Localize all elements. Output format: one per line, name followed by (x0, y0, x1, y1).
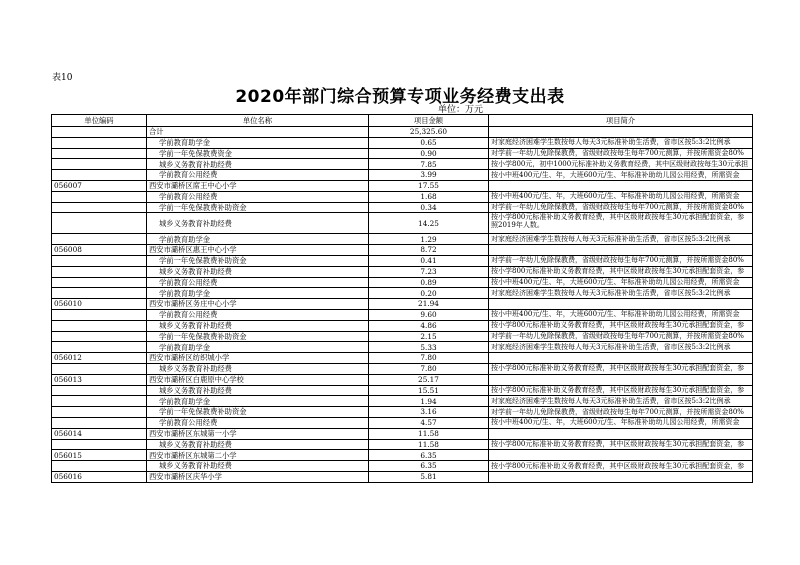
amount-cell: 5.33 (369, 342, 489, 353)
unit-name-cell: 合计 (147, 127, 369, 138)
unit-name-cell: 学前教育助学金 (147, 396, 369, 407)
amount-cell: 11.58 (369, 439, 489, 450)
table-row (52, 202, 753, 213)
table-row (52, 288, 753, 299)
unit-name-cell: 学前一年免保教费补助资金 (147, 331, 369, 342)
table-row (52, 137, 753, 148)
description-cell: 对家庭经济困难学生数按每人每天3元标准补助生活费，省市区按5:3:2比例承 (489, 288, 753, 299)
table-row (52, 277, 753, 288)
amount-cell: 0.34 (369, 202, 489, 213)
amount-cell: 5.81 (369, 471, 489, 482)
unit-name-cell: 西安市灞桥区东城第二小学 (147, 450, 369, 461)
table-row (52, 417, 753, 428)
amount-cell: 0.41 (369, 255, 489, 266)
unit-code-cell (52, 213, 147, 234)
amount-cell: 1.29 (369, 234, 489, 245)
amount-cell: 2.15 (369, 331, 489, 342)
table-row (52, 471, 753, 482)
unit-code-cell (52, 170, 147, 181)
description-cell: 对学前一年幼儿免除保教费，省级财政按每生每年700元测算，并按所需资金80% (489, 148, 753, 159)
amount-cell: 6.35 (369, 461, 489, 472)
unit-name-cell: 城乡义务教育补助经费 (147, 213, 369, 234)
header-cell-code: 单位编码 (52, 115, 147, 127)
unit-code-cell (52, 385, 147, 396)
description-cell: 对学前一年幼儿免除保教费，省级财政按每生每年700元测算，并按所需资金80% (489, 331, 753, 342)
unit-name-cell: 学前教育公用经费 (147, 170, 369, 181)
unit-code-cell (52, 288, 147, 299)
unit-code-cell: 056010 (52, 299, 147, 310)
table-row (52, 320, 753, 331)
unit-code-cell (52, 407, 147, 418)
unit-name-cell: 城乡义务教育补助经费 (147, 461, 369, 472)
description-cell: 按小学800元标准补助义务教育经费，其中区级财政按每生30元承担配套资金，参 (489, 363, 753, 374)
unit-code-cell: 056015 (52, 450, 147, 461)
unit-code-cell (52, 461, 147, 472)
unit-code-cell (52, 363, 147, 374)
description-cell: 按小学800元标准补助义务教育经费，其中区级财政按每生30元承担配套资金，参 (489, 320, 753, 331)
unit-name-cell: 学前教育公用经费 (147, 417, 369, 428)
table-row (52, 331, 753, 342)
table-row (52, 374, 753, 385)
amount-cell: 1.94 (369, 396, 489, 407)
description-cell (489, 245, 753, 256)
unit-name-cell: 学前教育助学金 (147, 137, 369, 148)
unit-name-cell: 学前一年免保教费补助资金 (147, 407, 369, 418)
table-row (52, 127, 753, 138)
header-cell-amount: 项目金额 (369, 115, 489, 127)
amount-cell: 7.85 (369, 159, 489, 170)
table-row (52, 309, 753, 320)
description-cell: 对家庭经济困难学生数按每人每天3元标准补助生活费，省市区按5:3:2比例承 (489, 234, 753, 245)
unit-code-cell: 056016 (52, 471, 147, 482)
table-row (52, 299, 753, 310)
amount-cell: 1.68 (369, 191, 489, 202)
table-row (52, 191, 753, 202)
description-cell: 按小中班400元/生、年，大班600元/生、年标准补助幼儿园公用经费，所需资金 (489, 417, 753, 428)
description-cell: 对家庭经济困难学生数按每人每天3元标准补助生活费，省市区按5:3:2比例承 (489, 396, 753, 407)
unit-name-cell: 学前教育公用经费 (147, 191, 369, 202)
unit-name-cell: 学前教育助学金 (147, 234, 369, 245)
table-row (52, 234, 753, 245)
amount-cell: 17.55 (369, 180, 489, 191)
table-row (52, 266, 753, 277)
unit-name-cell: 学前一年免保教费补助资金 (147, 255, 369, 266)
table-row (52, 159, 753, 170)
unit-code-cell: 056008 (52, 245, 147, 256)
unit-code-cell (52, 320, 147, 331)
description-cell (489, 471, 753, 482)
unit-name-cell: 城乡义务教育补助经费 (147, 363, 369, 374)
unit-name-cell: 西安市灞桥区惠王中心小学 (147, 245, 369, 256)
unit-code-cell (52, 439, 147, 450)
header-cell-desc: 项目简介 (489, 115, 753, 127)
description-cell: 按小学800元标准补助义务教育经费，其中区级财政按每生30元承担配套资金，参 (489, 266, 753, 277)
unit-code-cell (52, 342, 147, 353)
amount-cell: 0.90 (369, 148, 489, 159)
unit-code-cell (52, 417, 147, 428)
unit-name-cell: 城乡义务教育补助经费 (147, 266, 369, 277)
unit-name-cell: 城乡义务教育补助经费 (147, 439, 369, 450)
description-cell: 按小中班400元/生、年，大班600元/生、年标准补助幼儿园公用经费，所需资金 (489, 170, 753, 181)
unit-name-cell: 学前教育助学金 (147, 342, 369, 353)
unit-name-cell: 学前教育公用经费 (147, 309, 369, 320)
description-cell: 按小学800元标准补助义务教育经费，其中区级财政按每生30元承担配套资金，参照2019年人数。 (489, 213, 753, 234)
amount-cell: 0.65 (369, 137, 489, 148)
budget-table (51, 114, 753, 483)
description-cell: 按小学800元，初中1000元标准补助义务教育经费，其中区级财政按每生30元承担 (489, 159, 753, 170)
description-cell: 按小中班400元/生、年，大班600元/生、年标准补助幼儿园公用经费，所需资金 (489, 309, 753, 320)
unit-name-cell: 西安市灞桥区纺织城小学 (147, 353, 369, 364)
amount-cell: 6.35 (369, 450, 489, 461)
table-number: 表10 (52, 73, 73, 83)
table-row (52, 396, 753, 407)
amount-cell: 7.23 (369, 266, 489, 277)
page-title: 2020年部门综合预算专项业务经费支出表 (235, 87, 565, 107)
unit-code-cell (52, 191, 147, 202)
unit-name-cell: 学前教育公用经费 (147, 277, 369, 288)
description-cell (489, 374, 753, 385)
table-row (52, 245, 753, 256)
description-cell (489, 428, 753, 439)
amount-cell: 7.80 (369, 353, 489, 364)
table-row (52, 170, 753, 181)
unit-code-cell (52, 255, 147, 266)
header-row (52, 115, 753, 127)
description-cell: 对学前一年幼儿免除保教费，省级财政按每生每年700元测算，并按所需资金80% (489, 202, 753, 213)
table-row (52, 428, 753, 439)
description-cell (489, 450, 753, 461)
unit-name-cell: 西安市灞桥区务庄中心小学 (147, 299, 369, 310)
amount-cell: 14.25 (369, 213, 489, 234)
amount-cell: 4.57 (369, 417, 489, 428)
unit-code-cell (52, 148, 147, 159)
unit-code-cell (52, 331, 147, 342)
table-row (52, 407, 753, 418)
table-row (52, 342, 753, 353)
amount-cell: 9.60 (369, 309, 489, 320)
amount-cell: 3.99 (369, 170, 489, 181)
table-row (52, 385, 753, 396)
unit-code-cell (52, 137, 147, 148)
description-cell: 按小中班400元/生、年，大班600元/生、年标准补助幼儿园公用经费，所需资金 (489, 191, 753, 202)
table-row (52, 461, 753, 472)
amount-cell: 4.86 (369, 320, 489, 331)
unit-name-cell: 西安市灞桥区东城第一小学 (147, 428, 369, 439)
description-cell: 按小学800元标准补助义务教育经费，其中区级财政按每生30元承担配套资金，参 (489, 385, 753, 396)
table-row (52, 363, 753, 374)
table-row (52, 255, 753, 266)
amount-cell: 21.94 (369, 299, 489, 310)
unit-name-cell: 学前一年免保教费补助资金 (147, 202, 369, 213)
table-row (52, 180, 753, 191)
amount-cell: 0.89 (369, 277, 489, 288)
table-row (52, 353, 753, 364)
amount-cell: 7.80 (369, 363, 489, 374)
description-cell: 按小中班400元/生、年，大班600元/生、年标准补助幼儿园公用经费，所需资金 (489, 277, 753, 288)
unit-code-cell (52, 127, 147, 138)
description-cell: 对学前一年幼儿免除保教费，省级财政按每生每年700元测算，并按所需资金80% (489, 255, 753, 266)
unit-code-cell (52, 234, 147, 245)
description-cell: 对学前一年幼儿免除保教费，省级财政按每生每年700元测算，并按所需资金80% (489, 407, 753, 418)
unit-code-cell: 056013 (52, 374, 147, 385)
description-cell: 按小学800元标准补助义务教育经费，其中区级财政按每生30元承担配套资金，参 (489, 439, 753, 450)
amount-cell: 0.20 (369, 288, 489, 299)
description-cell (489, 299, 753, 310)
unit-name-cell: 西安市灞桥区庆华小学 (147, 471, 369, 482)
unit-code-cell (52, 202, 147, 213)
unit-name-cell: 城乡义务教育补助经费 (147, 385, 369, 396)
description-cell (489, 127, 753, 138)
description-cell: 对家庭经济困难学生数按每人每天3元标准补助生活费，省市区按5:3:2比例承 (489, 342, 753, 353)
table-row (52, 439, 753, 450)
amount-cell: 8.72 (369, 245, 489, 256)
unit-code-cell (52, 309, 147, 320)
description-cell (489, 353, 753, 364)
table-row (52, 148, 753, 159)
unit-code-cell: 056007 (52, 180, 147, 191)
unit-name-cell: 学前教育助学金 (147, 288, 369, 299)
amount-cell: 25.17 (369, 374, 489, 385)
unit-code-cell (52, 266, 147, 277)
description-cell: 对家庭经济困难学生数按每人每天3元标准补助生活费，省市区按5:3:2比例承 (489, 137, 753, 148)
amount-cell: 25,325.60 (369, 127, 489, 138)
unit-name-cell: 西安市灞桥区席王中心小学 (147, 180, 369, 191)
table-row (52, 450, 753, 461)
unit-name-cell: 西安市灞桥区白鹿原中心学校 (147, 374, 369, 385)
amount-cell: 15.51 (369, 385, 489, 396)
unit-code-cell: 056014 (52, 428, 147, 439)
unit-name-cell: 城乡义务教育补助经费 (147, 320, 369, 331)
unit-code-cell (52, 277, 147, 288)
table-row (52, 213, 753, 234)
unit-name-cell: 城乡义务教育补助经费 (147, 159, 369, 170)
unit-name-cell: 学前一年免保教费资金 (147, 148, 369, 159)
header-cell-name: 单位名称 (147, 115, 369, 127)
amount-cell: 11.58 (369, 428, 489, 439)
unit-label: 单位：万元 (438, 105, 484, 115)
description-cell: 按小学800元标准补助义务教育经费，其中区级财政按每生30元承担配套资金，参 (489, 461, 753, 472)
amount-cell: 3.16 (369, 407, 489, 418)
unit-code-cell (52, 159, 147, 170)
unit-code-cell (52, 396, 147, 407)
description-cell (489, 180, 753, 191)
unit-code-cell: 056012 (52, 353, 147, 364)
